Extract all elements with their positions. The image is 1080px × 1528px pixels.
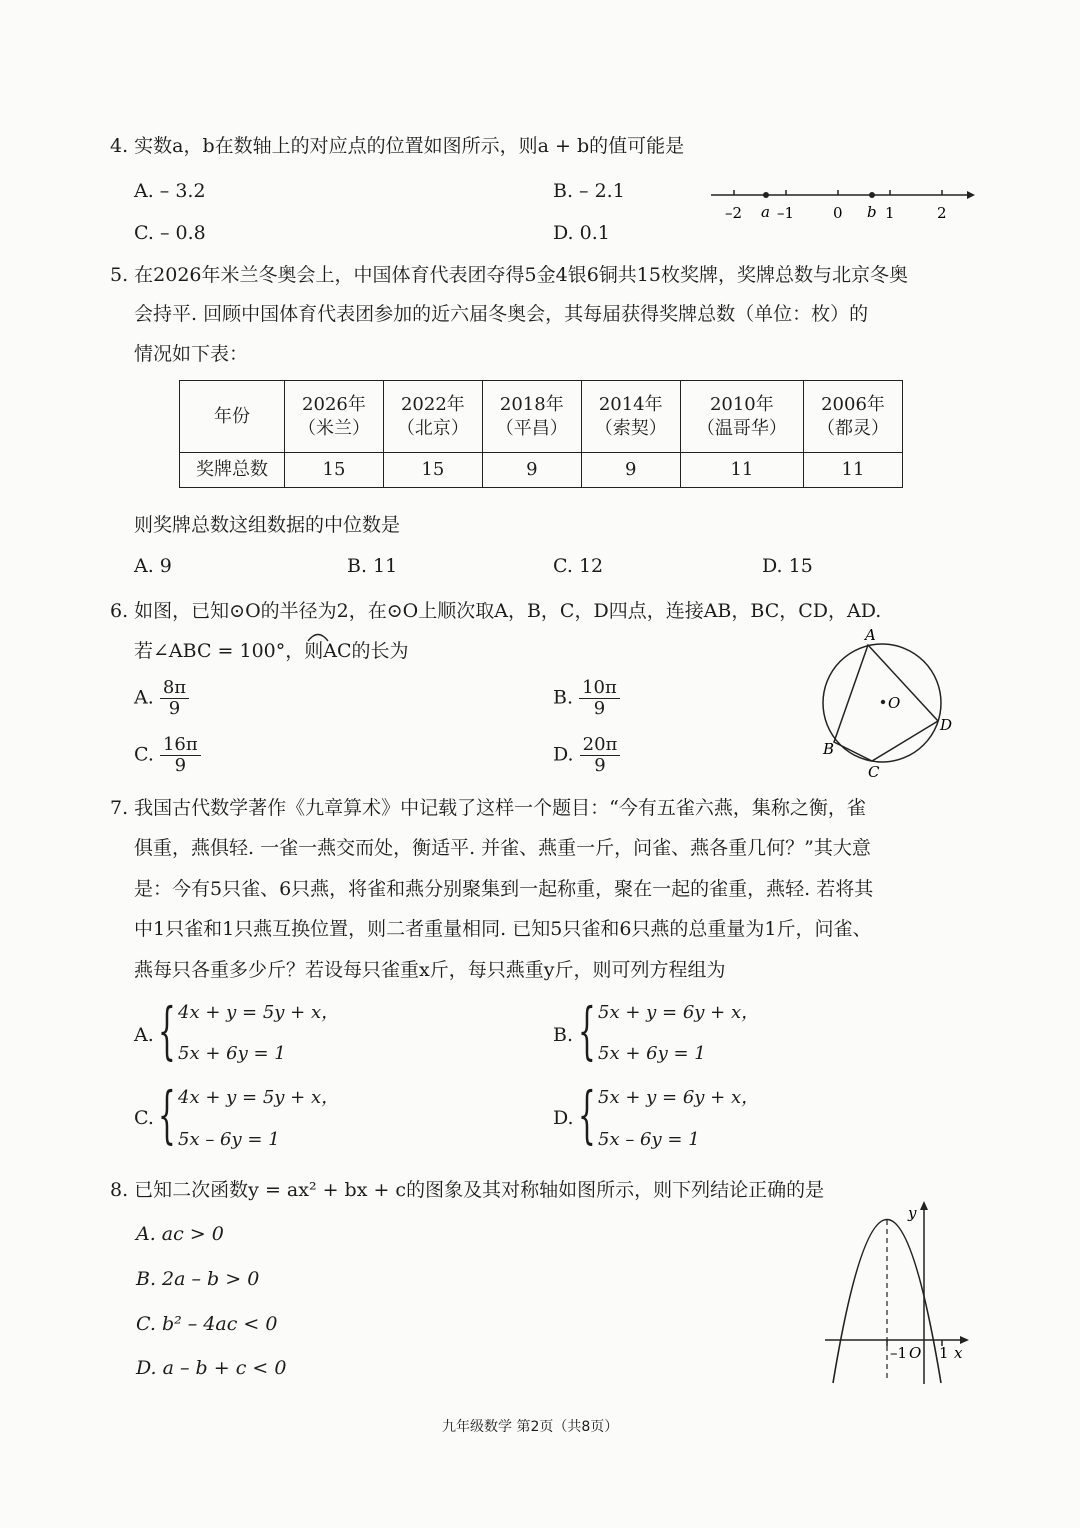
q6-option-d: D. $\frac{20\pi}{9}$	[553, 735, 620, 776]
brace-c: {	[158, 1078, 176, 1151]
q8-option-d: D. a – b + c < 0	[136, 1357, 287, 1379]
q6-option-a: A. $\frac{8\pi}{9}$	[134, 678, 189, 719]
q8-parabola-figure	[820, 1198, 980, 1388]
axis-x-label: x	[954, 1344, 963, 1362]
vertex-d-label: D	[940, 716, 953, 734]
q7-option-b-label: B.	[553, 1024, 574, 1046]
tick-label: a	[761, 203, 770, 221]
vertex-a-label: A	[865, 626, 876, 644]
q6-line-2: 若∠ABC = 100°，则AC的长为	[134, 640, 409, 662]
table-cell-count: 9	[482, 453, 581, 488]
page-footer: 九年级数学 第2页（共8页）	[442, 1419, 619, 1435]
tick-label: 1	[885, 204, 895, 222]
q4-option-d: D. 0.1	[553, 222, 610, 244]
point-a	[763, 192, 769, 198]
tick-label: 2	[937, 204, 947, 222]
table-cell-year: 2026年 （米兰）	[285, 381, 384, 453]
medal-table	[179, 380, 903, 488]
arc-mark	[305, 628, 331, 644]
table-row	[180, 453, 903, 488]
tick-label: 0	[833, 204, 843, 222]
q5-option-b: B. 11	[347, 555, 398, 577]
q7-option-d-label: D.	[553, 1107, 574, 1129]
table-cell-year: 2018年 （平昌）	[482, 381, 581, 453]
axis-y-label: y	[908, 1204, 917, 1222]
q7-line-1: 7. 我国古代数学著作《九章算术》中记载了这样一个题目：“今有五雀六燕，集称之衡，雀	[110, 797, 866, 819]
point-b	[869, 192, 875, 198]
q7-option-a-eq2: 5x + 6y = 1	[178, 1043, 286, 1064]
vertex-b-label: B	[823, 740, 835, 758]
q6-line-1: 6. 如图，已知⊙O的半径为2，在⊙O上顺次取A，B，C，D四点，连接AB，BC，CD，AD.	[110, 600, 882, 622]
q8-option-c: C. b² – 4ac < 0	[136, 1313, 278, 1335]
q7-option-b-eq2: 5x + 6y = 1	[598, 1043, 706, 1064]
table-cell-year: 2014年 （索契）	[581, 381, 680, 453]
q5-option-a: A. 9	[134, 555, 172, 577]
table-cell-count: 15	[285, 453, 384, 488]
q8-option-a: A. ac > 0	[136, 1223, 224, 1245]
q7-option-c-eq1: 4x + y = 5y + x，	[178, 1087, 340, 1108]
q5-option-c: C. 12	[553, 555, 604, 577]
table-cell-count: 15	[383, 453, 482, 488]
q8-stem: 8. 已知二次函数y = ax² + bx + c的图象及其对称轴如图所示，则下列结论正确的是	[110, 1179, 825, 1201]
q7-line-3: 是：今有5只雀、6只燕，将雀和燕分别聚集到一起称重，聚在一起的雀重，燕轻. 若将其	[134, 878, 874, 900]
q7-option-b-eq1: 5x + y = 6y + x，	[598, 1002, 760, 1023]
q5-line-3: 情况如下表：	[134, 343, 249, 365]
origin-label: O	[909, 1344, 922, 1362]
q7-option-a-eq1: 4x + y = 5y + x，	[178, 1002, 340, 1023]
q6-option-b: B. $\frac{10\pi}{9}$	[553, 678, 620, 719]
table-cell-count: 11	[680, 453, 803, 488]
q7-option-d-eq2: 5x – 6y = 1	[598, 1129, 700, 1150]
q4-option-a: A. – 3.2	[134, 180, 206, 202]
q5-line-1: 5. 在2026年米兰冬奥会上，中国体育代表团夺得5金4银6铜共15枚奖牌，奖牌总数与北京冬奥	[110, 264, 908, 286]
brace-b: {	[578, 994, 596, 1067]
tick-label: –2	[725, 204, 743, 222]
q7-option-a-label: A.	[134, 1024, 154, 1046]
q6-circle-figure	[810, 622, 970, 782]
q7-line-4: 中1只雀和1只燕互换位置，则二者重量相同. 已知5只雀和6只燕的总重量为1斤，问雀、	[134, 918, 872, 940]
table-header-count: 奖牌总数	[180, 453, 285, 488]
table-cell-year: 2010年 （温哥华）	[680, 381, 803, 453]
q4-option-c: C. – 0.8	[134, 222, 206, 244]
q5-option-d: D. 15	[762, 555, 813, 577]
vertex-c-label: C	[868, 763, 880, 781]
center-o-label: O	[888, 694, 901, 712]
tick-one-label: 1	[939, 1344, 949, 1362]
q4-stem: 4. 实数a，b在数轴上的对应点的位置如图所示，则a + b的值可能是	[110, 135, 685, 157]
q7-option-c-eq2: 5x – 6y = 1	[178, 1129, 280, 1150]
table-row	[180, 381, 903, 453]
q7-option-d-eq1: 5x + y = 6y + x，	[598, 1087, 760, 1108]
table-cell-count: 9	[581, 453, 680, 488]
tick-label: b	[867, 203, 877, 221]
q8-option-b: B. 2a – b > 0	[136, 1268, 260, 1290]
brace-a: {	[158, 994, 176, 1067]
q5-question: 则奖牌总数这组数据的中位数是	[134, 514, 401, 536]
table-cell-year: 2006年 （都灵）	[804, 381, 903, 453]
q5-line-2: 会持平. 回顾中国体育代表团参加的近六届冬奥会，其每届获得奖牌总数（单位：枚）的	[134, 303, 869, 325]
q4-number-line	[705, 180, 975, 230]
tick-minus-one-label: –1	[890, 1344, 908, 1362]
q7-line-5: 燕每只各重多少斤？若设每只雀重x斤，每只燕重y斤，则可列方程组为	[134, 959, 726, 981]
q6-option-c: C. $\frac{16\pi}{9}$	[134, 735, 201, 776]
q4-option-b: B. – 2.1	[553, 180, 625, 202]
table-header-year: 年份	[180, 381, 285, 453]
brace-d: {	[578, 1078, 596, 1151]
q7-line-2: 俱重，燕俱轻. 一雀一燕交而处，衡适平. 并雀、燕重一斤，问雀、燕各重几何？”其大意	[134, 837, 871, 859]
tick-label: –1	[777, 204, 795, 222]
table-cell-year: 2022年 （北京）	[383, 381, 482, 453]
table-cell-count: 11	[804, 453, 903, 488]
q7-option-c-label: C.	[134, 1107, 154, 1129]
